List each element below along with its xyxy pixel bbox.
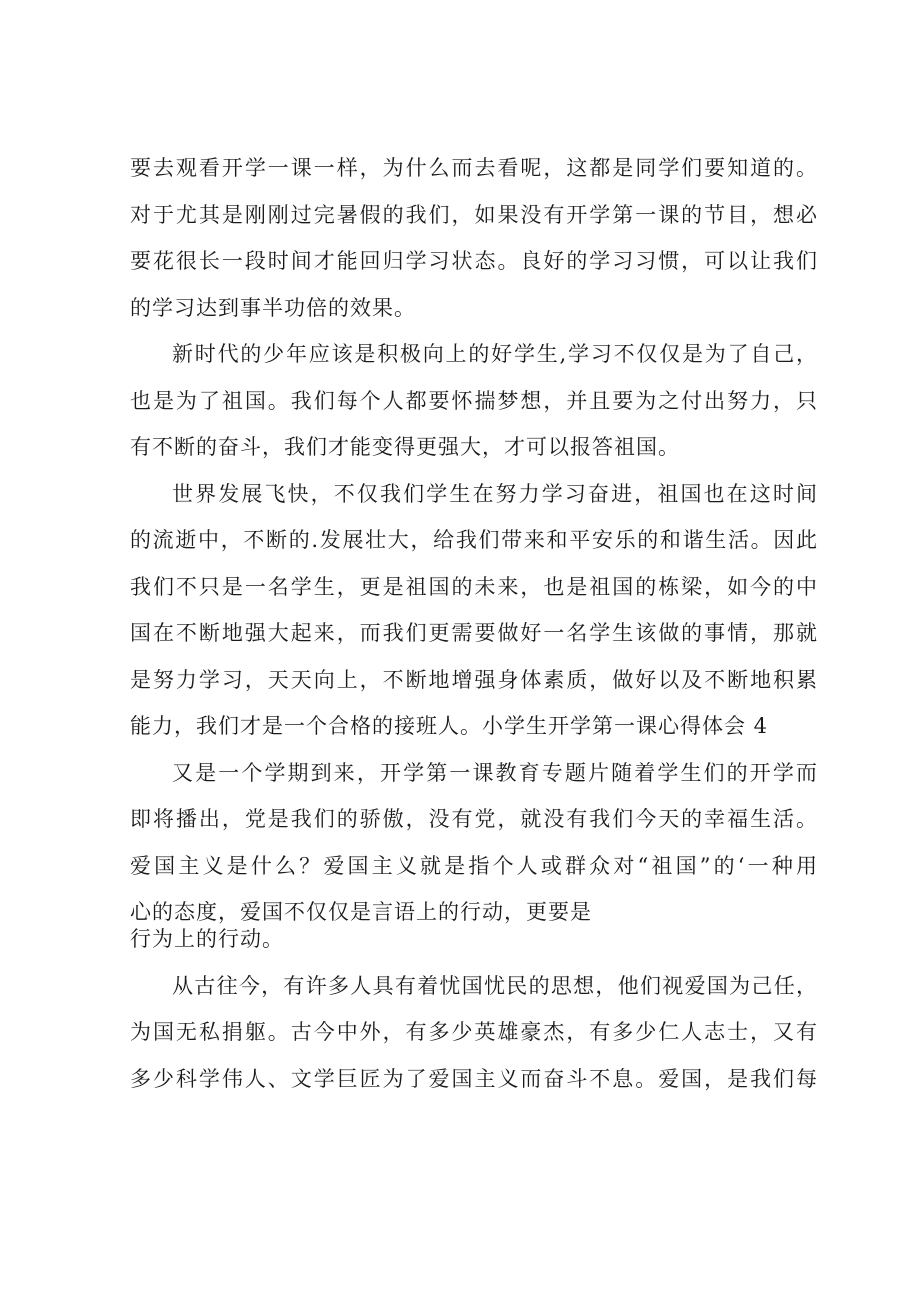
text-line: 世界发展飞快，不仅我们学生在努力学习奋进，祖国也在这时间 (172, 481, 818, 506)
text-line: 对于尤其是刚刚过完暑假的我们，如果没有开学第一课的节目，想必 (130, 202, 818, 227)
text-line: 从古往今，有许多人具有着忧国忧民的思想，他们视爱国为己任， (172, 973, 818, 998)
text-line: 国在不断地强大起来，而我们更需要做好一名学生该做的事情，那就 (130, 621, 818, 645)
text-line: 要花很长一段时间才能回归学习状态。良好的学习习惯，可以让我们 (130, 249, 818, 273)
text-line: 即将播出，党是我们的骄傲，没有党，就没有我们今天的幸福生活。 (130, 807, 818, 831)
text-line: 要去观看开学一课一样，为什么而去看呢，这都是同学们要知道的。 (130, 156, 818, 180)
text-line: 能力，我们才是一个合格的接班人。小学生开学第一课心得体会 4 (130, 714, 769, 738)
text-line: 是努力学习，天天向上，不断地增强身体素质，做好以及不断地积累 (130, 667, 818, 692)
text-line: 又是一个学期到来，开学第一课教育专题片随着学生们的开学而 (172, 760, 818, 785)
text-line: 为国无私捐躯。古今中外，有多少英雄豪杰，有多少仁人志士，又有 (130, 1020, 818, 1044)
text-line: 有不断的奋斗，我们才能变得更强大，才可以报答祖国。 (130, 435, 680, 459)
text-line: 也是为了祖国。我们每个人都要怀揣梦想，并且要为之付出努力，只 (130, 388, 818, 413)
text-line: 新时代的少年应该是积极向上的好学生,学习不仅仅是为了自己， (172, 342, 818, 366)
text-line: 行为上的行动。 (130, 927, 284, 951)
text-line: 多少科学伟人、文学巨匠为了爱国主义而奋斗不息。爱国，是我们每 (130, 1066, 818, 1091)
text-line: 爱国主义是什么？爱国主义就是指个人或群众对“祖国”的‘一种用 (130, 853, 818, 878)
text-line: 的学习达到事半功倍的效果。 (130, 295, 416, 320)
text-line: 我们不只是一名学生，更是祖国的未来，也是祖国的栋梁，如今的中 (130, 574, 818, 599)
text-line: 的流逝中，不断的.发展壮大，给我们带来和平安乐的和谐生活。因此 (130, 528, 818, 552)
document-body (130, 158, 818, 1115)
text-line: 心的态度，爱国不仅仅是言语上的行动，更要是 (130, 900, 592, 924)
